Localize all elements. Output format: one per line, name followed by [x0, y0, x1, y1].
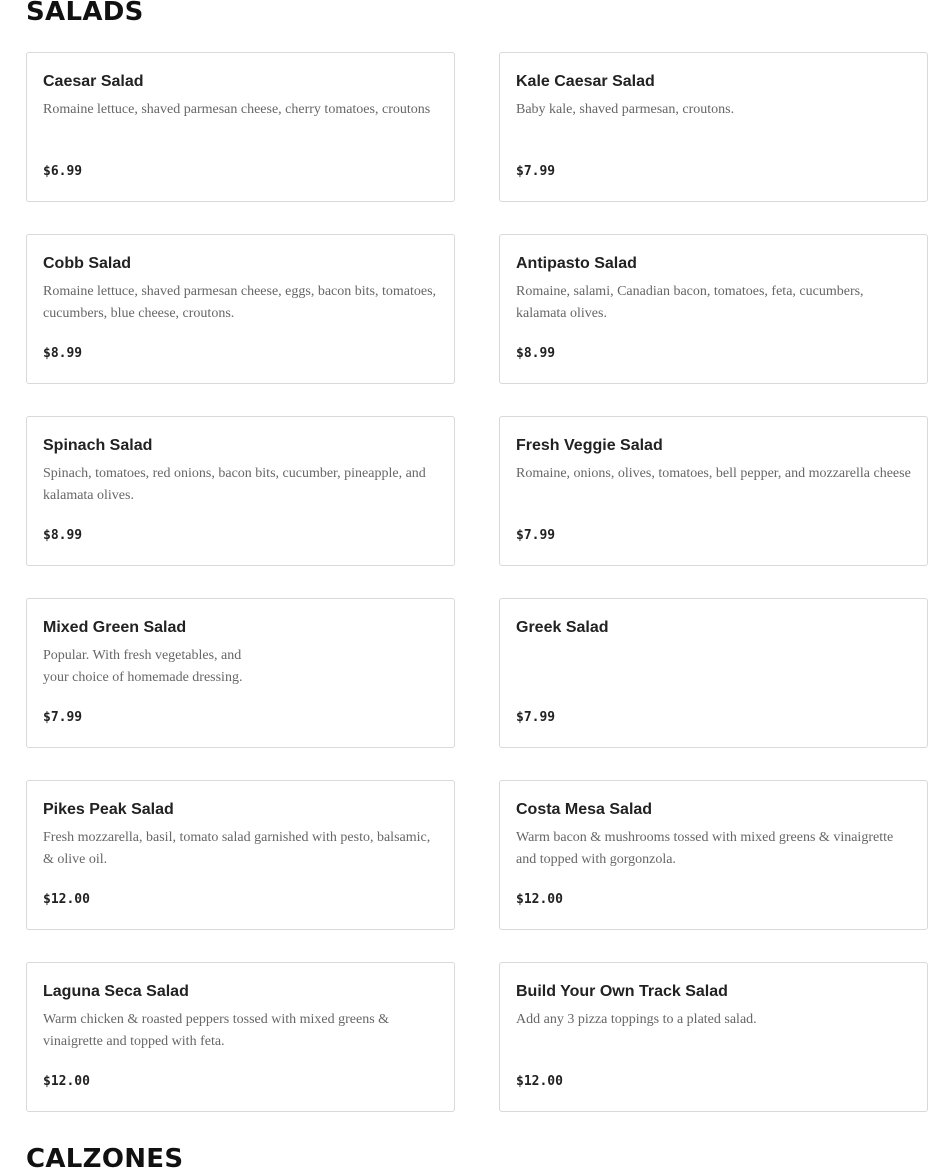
menu-item-card[interactable]: [26, 416, 455, 566]
menu-item-price: $7.99: [516, 164, 556, 179]
section-title-salads: SALADS: [26, 0, 144, 27]
menu-item-name: Costa Mesa Salad: [516, 801, 653, 818]
menu-item-name: Antipasto Salad: [516, 255, 637, 272]
menu-item-card[interactable]: [26, 598, 455, 748]
menu-item-card[interactable]: [26, 962, 455, 1112]
menu-item-price: $8.99: [43, 346, 83, 361]
menu-item-card[interactable]: [499, 598, 928, 748]
menu-item-price: $6.99: [43, 164, 83, 179]
menu-item-name: Greek Salad: [516, 619, 609, 636]
menu-item-card[interactable]: [26, 52, 455, 202]
menu-item-card[interactable]: [499, 780, 928, 930]
menu-item-card[interactable]: [26, 780, 455, 930]
menu-item-description: Baby kale, shaved parmesan, croutons.: [516, 102, 735, 117]
menu-item-price: $12.00: [43, 892, 90, 907]
menu-item-description: Romaine, salami, Canadian bacon, tomatoes, feta, cucumbers, kalamata olives.: [516, 284, 864, 321]
menu-item-name: Pikes Peak Salad: [43, 801, 174, 818]
menu-item-card[interactable]: [499, 52, 928, 202]
menu-item-description: Warm chicken & roasted peppers tossed with mixed greens & vinaigrette and topped with feta.: [43, 1012, 390, 1049]
menu-item-name: Laguna Seca Salad: [43, 983, 189, 1000]
menu-item-name: Spinach Salad: [43, 437, 153, 454]
menu-item-price: $12.00: [43, 1074, 90, 1089]
menu-item-price: $7.99: [516, 528, 556, 543]
menu-item-description: Add any 3 pizza toppings to a plated salad.: [516, 1012, 757, 1027]
menu-item-name: Build Your Own Track Salad: [516, 983, 728, 1000]
menu-item-description: Romaine, onions, olives, tomatoes, bell pepper, and mozzarella cheese: [516, 466, 911, 481]
menu-item-card[interactable]: [26, 234, 455, 384]
menu-item-name: Cobb Salad: [43, 255, 132, 272]
menu-item-description: Popular. With fresh vegetables, and your choice of homemade dressing.: [43, 648, 243, 685]
menu-item-price: $8.99: [516, 346, 556, 361]
menu-item-price: $7.99: [516, 710, 556, 725]
menu-item-card[interactable]: [499, 416, 928, 566]
menu-item-price: $12.00: [516, 1074, 563, 1089]
menu-item-name: Mixed Green Salad: [43, 619, 187, 636]
menu-item-description: Spinach, tomatoes, red onions, bacon bits, cucumber, pineapple, and kalamata olives.: [43, 466, 426, 503]
salads-menu-grid: [26, 52, 928, 1112]
menu-item-card[interactable]: [499, 962, 928, 1112]
menu-item-description: Romaine lettuce, shaved parmesan cheese, eggs, bacon bits, tomatoes, cucumbers, blue cheese, croutons.: [43, 284, 437, 321]
menu-item-name: Fresh Veggie Salad: [516, 437, 663, 454]
menu-item-price: $7.99: [43, 710, 83, 725]
menu-item-price: $12.00: [516, 892, 563, 907]
menu-item-price: $8.99: [43, 528, 83, 543]
menu-item-description: Romaine lettuce, shaved parmesan cheese, cherry tomatoes, croutons: [43, 102, 431, 117]
section-title-calzones: CALZONES: [26, 1144, 184, 1174]
menu-item-name: Kale Caesar Salad: [516, 73, 655, 90]
menu-item-description: Warm bacon & mushrooms tossed with mixed greens & vinaigrette and topped with gorgonzola.: [516, 830, 894, 867]
menu-item-card[interactable]: [499, 234, 928, 384]
menu-item-description: Fresh mozzarella, basil, tomato salad garnished with pesto, balsamic, & olive oil.: [43, 830, 431, 867]
menu-item-name: Caesar Salad: [43, 73, 144, 90]
